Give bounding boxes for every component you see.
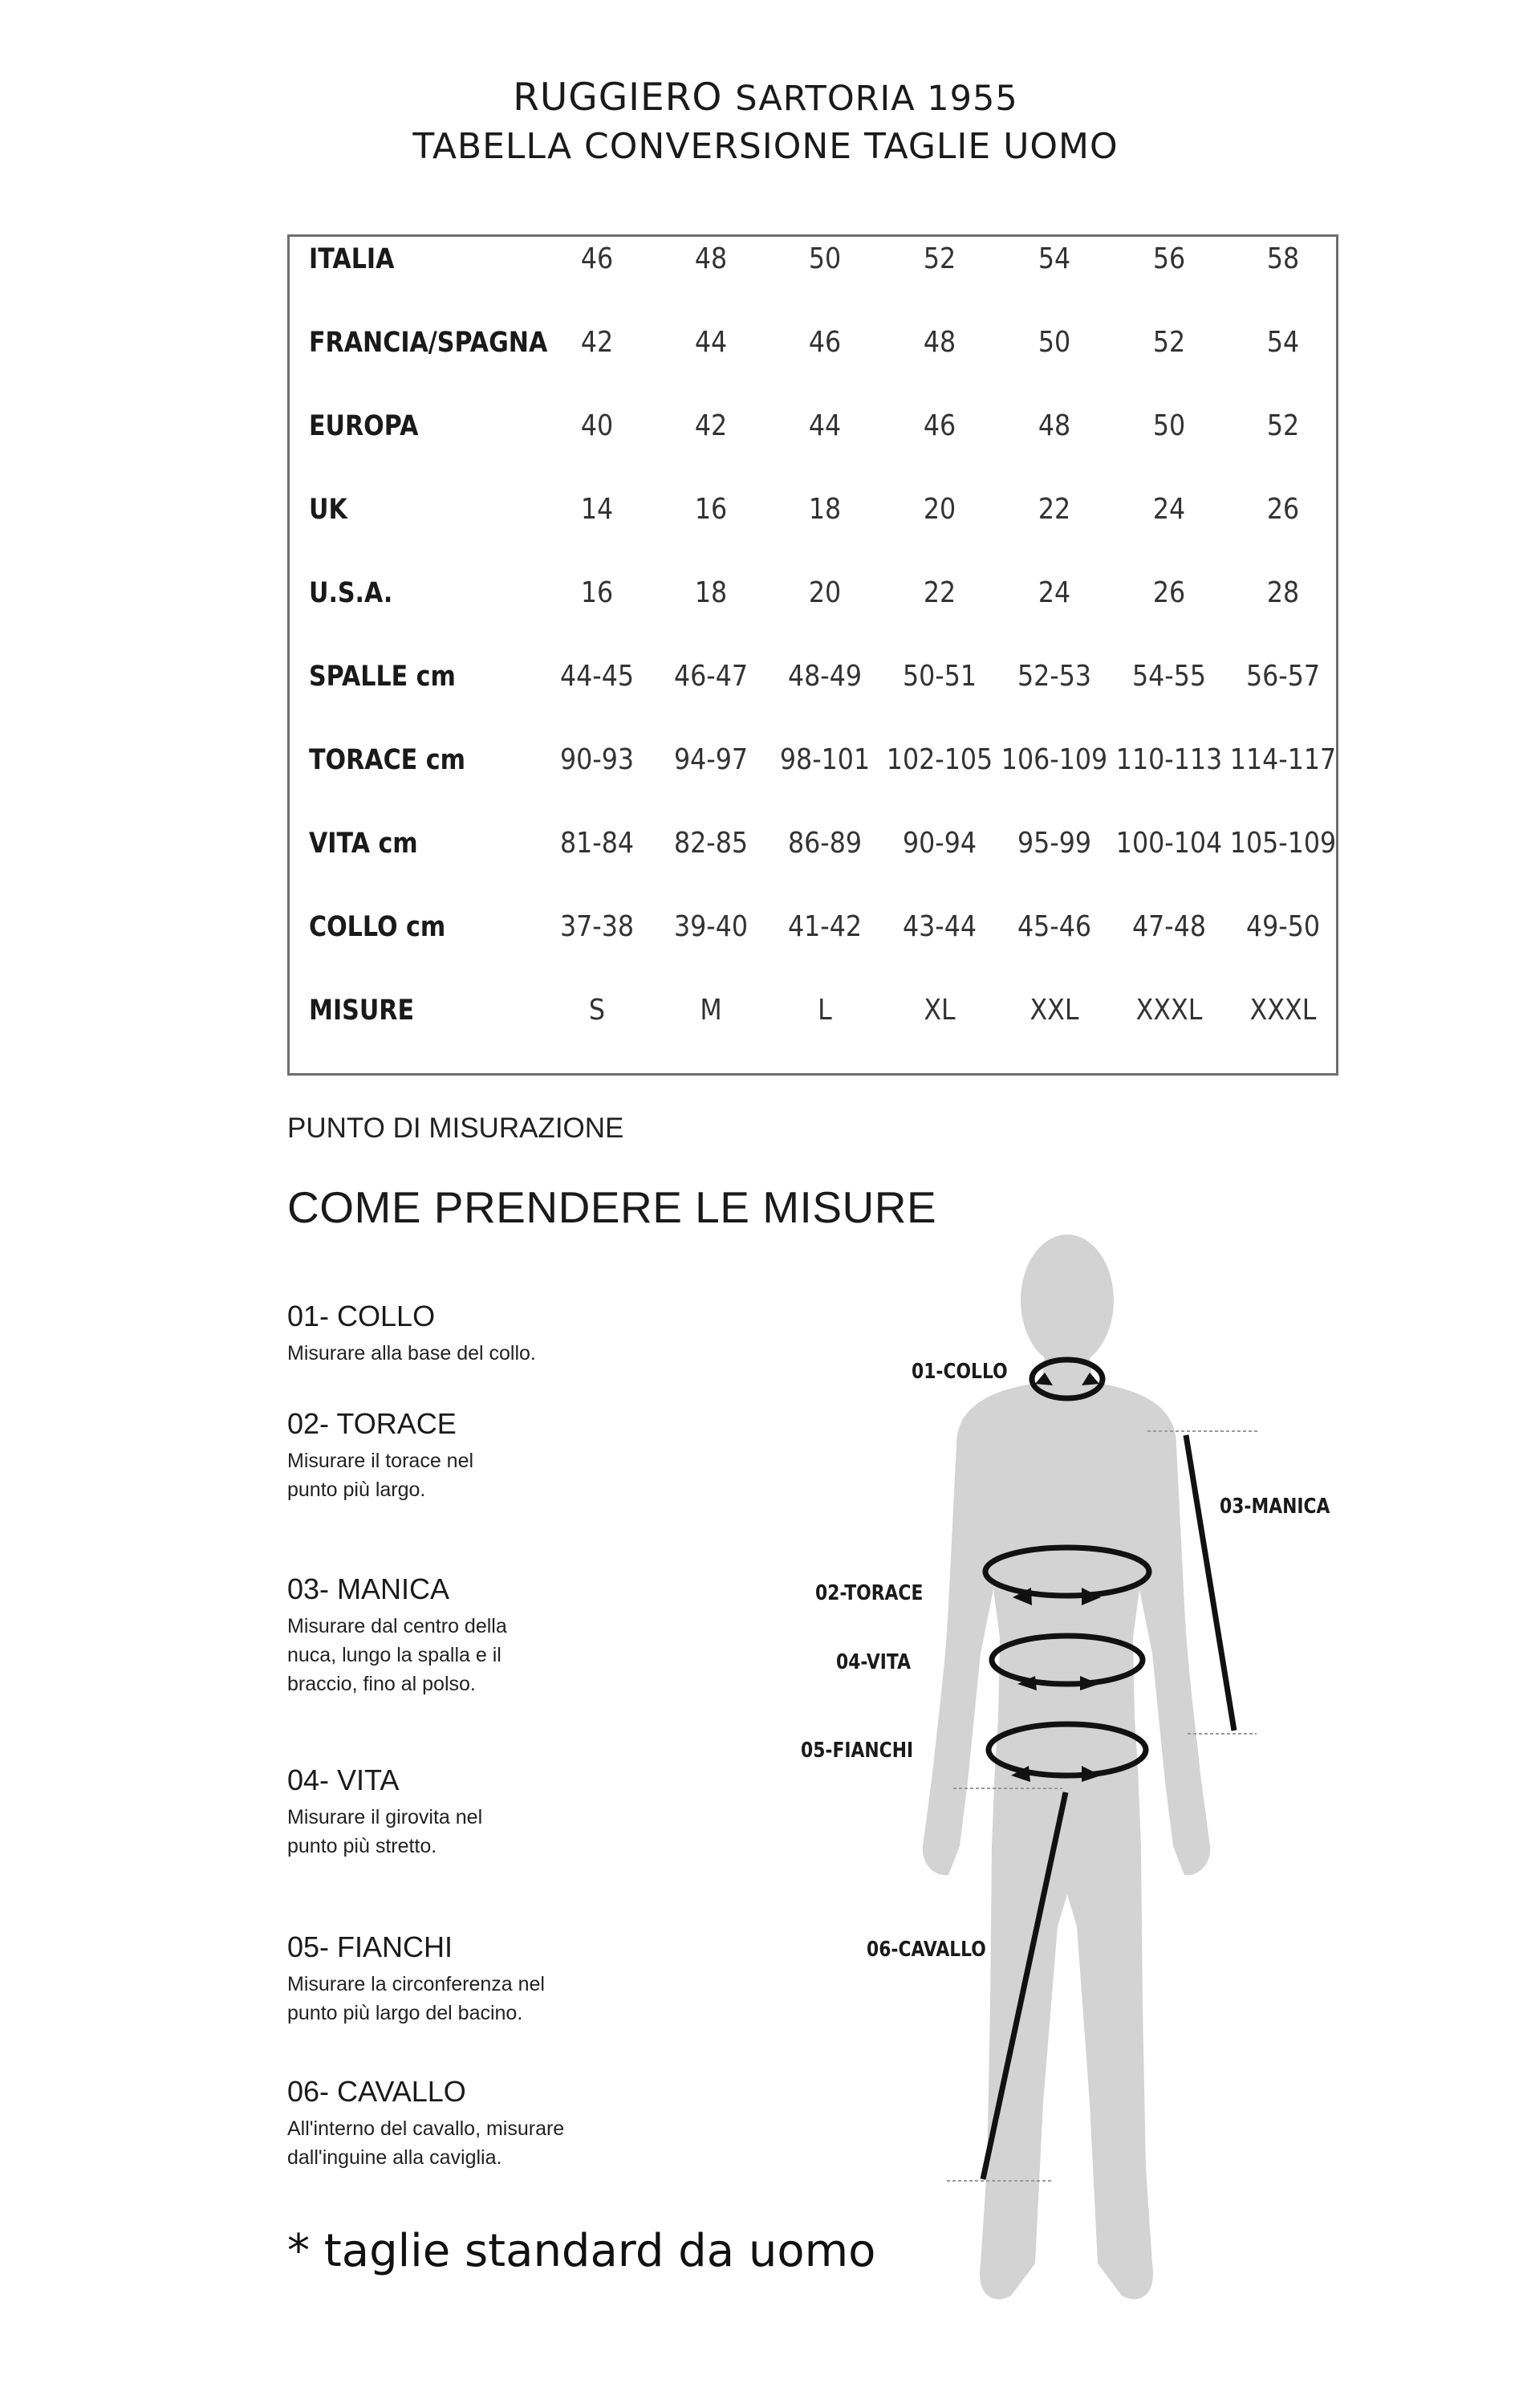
step-title: 01- COLLO — [287, 1300, 436, 1332]
step-description: Misurare la circonferenza nel punto più largo del bacino. — [287, 1973, 545, 2024]
body-silhouette — [923, 1235, 1210, 2299]
table-cell: 28 — [1266, 576, 1300, 609]
table-cell: 26 — [1152, 576, 1186, 609]
step-torace — [287, 1406, 473, 1504]
table-cell: 26 — [1266, 493, 1300, 526]
table-cell: 24 — [1038, 576, 1071, 609]
table-cell: 52 — [1266, 409, 1300, 442]
row-header: TORACE cm — [309, 744, 465, 776]
table-cell: 94-97 — [673, 743, 749, 776]
table-cell: 114-117 — [1229, 743, 1337, 776]
table-cell: 52-53 — [1017, 660, 1092, 693]
table-cell: 105-109 — [1229, 827, 1337, 860]
table-row — [290, 653, 1336, 701]
table-cell: 81-84 — [559, 827, 635, 860]
label-torace: 02-TORACE — [815, 1581, 924, 1605]
table-cell: 14 — [580, 493, 614, 526]
step-description: Misurare alla base del collo. — [287, 1342, 536, 1365]
table-cell: 52 — [923, 242, 956, 275]
table-row — [290, 486, 1336, 534]
table-cell: 48 — [1038, 409, 1071, 442]
measure-section-title: COME PRENDERE LE MISURE — [287, 1182, 937, 1232]
row-header: ITALIA — [309, 243, 395, 275]
table-cell: 46 — [923, 409, 956, 442]
table-cell: 44-45 — [559, 660, 635, 693]
table-cell: 40 — [580, 409, 614, 442]
table-cell: 42 — [694, 409, 728, 442]
table-cell: 20 — [808, 576, 842, 609]
table-row — [290, 903, 1336, 951]
row-header: COLLO cm — [309, 911, 446, 943]
table-cell: M — [700, 994, 722, 1027]
table-cell: 39-40 — [673, 910, 749, 943]
row-header: SPALLE cm — [309, 661, 456, 693]
row-header: UK — [309, 494, 347, 526]
table-cell: 16 — [580, 576, 614, 609]
step-description: Misurare dal centro della nuca, lungo la spalla e il braccio, fino al polso. — [287, 1615, 507, 1695]
table-cell: L — [818, 994, 832, 1027]
step-description: Misurare il torace nel punto più largo. — [287, 1450, 474, 1501]
table-cell: 46 — [808, 326, 842, 359]
row-header: U.S.A. — [309, 577, 393, 609]
table-cell: 56-57 — [1245, 660, 1321, 693]
table-cell: 54 — [1038, 242, 1071, 275]
table-cell: XL — [924, 994, 956, 1027]
table-cell: XXXL — [1135, 994, 1203, 1027]
table-cell: 16 — [694, 493, 728, 526]
table-cell: 58 — [1266, 242, 1300, 275]
table-row — [290, 402, 1336, 450]
table-cell: 50-51 — [902, 660, 977, 693]
manica-line — [1186, 1435, 1234, 1731]
table-cell: 37-38 — [559, 910, 635, 943]
step-title: 05- FIANCHI — [287, 1930, 453, 1963]
table-cell: 20 — [923, 493, 956, 526]
step-title: 02- TORACE — [287, 1407, 457, 1440]
label-cavallo: 06-CAVALLO — [867, 1938, 986, 1962]
label-vita: 04-VITA — [836, 1650, 912, 1674]
footnote: * taglie standard da uomo — [287, 2225, 876, 2277]
table-cell: 110-113 — [1115, 743, 1223, 776]
size-conversion-table — [287, 234, 1338, 1076]
brand-subtitle: SARTORIA 1955 — [735, 79, 1018, 119]
table-cell: 22 — [923, 576, 956, 609]
step-cavallo — [287, 2074, 564, 2172]
table-cell: 45-46 — [1017, 910, 1092, 943]
table-row — [290, 569, 1336, 617]
table-cell: 48 — [923, 326, 956, 359]
step-vita — [287, 1763, 482, 1861]
label-collo: 01-COLLO — [912, 1360, 1008, 1384]
table-cell: 42 — [580, 326, 614, 359]
table-cell: 43-44 — [902, 910, 977, 943]
step-collo — [287, 1299, 536, 1368]
table-cell: 54-55 — [1131, 660, 1207, 693]
table-cell: 100-104 — [1115, 827, 1223, 860]
step-manica — [287, 1572, 507, 1698]
table-cell: 86-89 — [787, 827, 863, 860]
table-cell: 44 — [808, 409, 842, 442]
body-silhouette-graphic — [770, 1204, 1380, 2328]
table-cell: XXL — [1029, 994, 1079, 1027]
table-cell: 41-42 — [787, 910, 863, 943]
brand-line — [0, 74, 1531, 123]
table-cell: 46-47 — [673, 660, 749, 693]
table-cell: 18 — [694, 576, 728, 609]
step-description: Misurare il girovita nel punto più stretto. — [287, 1806, 483, 1857]
row-header: VITA cm — [309, 828, 418, 860]
step-title: 06- CAVALLO — [287, 2075, 466, 2108]
table-cell: 54 — [1266, 326, 1300, 359]
row-header: EUROPA — [309, 410, 419, 442]
step-fianchi — [287, 1930, 545, 2028]
table-cell: 50 — [1152, 409, 1186, 442]
brand-name: RUGGIERO — [513, 75, 723, 120]
table-cell: 48-49 — [787, 660, 863, 693]
page-header — [0, 74, 1531, 171]
table-cell: 90-93 — [559, 743, 635, 776]
table-cell: 50 — [808, 242, 842, 275]
row-header: MISURE — [309, 995, 415, 1027]
table-cell: S — [588, 994, 606, 1027]
row-header: FRANCIA/SPAGNA — [309, 327, 548, 359]
measure-section-label: PUNTO DI MISURAZIONE — [287, 1112, 624, 1144]
table-cell: 18 — [808, 493, 842, 526]
table-row — [290, 736, 1336, 784]
table-cell: 56 — [1152, 242, 1186, 275]
table-row — [290, 319, 1336, 367]
label-fianchi: 05-FIANCHI — [801, 1739, 914, 1763]
table-cell: 90-94 — [902, 827, 977, 860]
table-cell: 47-48 — [1131, 910, 1207, 943]
table-cell: 102-105 — [886, 743, 993, 776]
table-cell: 82-85 — [673, 827, 749, 860]
table-cell: 48 — [694, 242, 728, 275]
table-cell: 46 — [580, 242, 614, 275]
table-title: TABELLA CONVERSIONE TAGLIE UOMO — [412, 126, 1119, 167]
table-cell: 22 — [1038, 493, 1071, 526]
table-cell: 52 — [1152, 326, 1186, 359]
table-cell: 44 — [694, 326, 728, 359]
table-row — [290, 820, 1336, 868]
table-cell: 98-101 — [779, 743, 871, 776]
step-description: All'interno del cavallo, misurare dall'inguine alla caviglia. — [287, 2117, 565, 2169]
table-cell: 106-109 — [1001, 743, 1108, 776]
table-cell: 50 — [1038, 326, 1071, 359]
table-row — [290, 235, 1336, 283]
measurement-figure — [770, 1204, 1380, 2328]
table-cell: 95-99 — [1017, 827, 1092, 860]
table-cell: 24 — [1152, 493, 1186, 526]
table-cell: XXXL — [1249, 994, 1317, 1027]
table-row — [290, 986, 1336, 1035]
label-manica: 03-MANICA — [1220, 1495, 1330, 1519]
step-title: 04- VITA — [287, 1763, 400, 1796]
step-title: 03- MANICA — [287, 1572, 450, 1605]
table-cell: 49-50 — [1245, 910, 1321, 943]
